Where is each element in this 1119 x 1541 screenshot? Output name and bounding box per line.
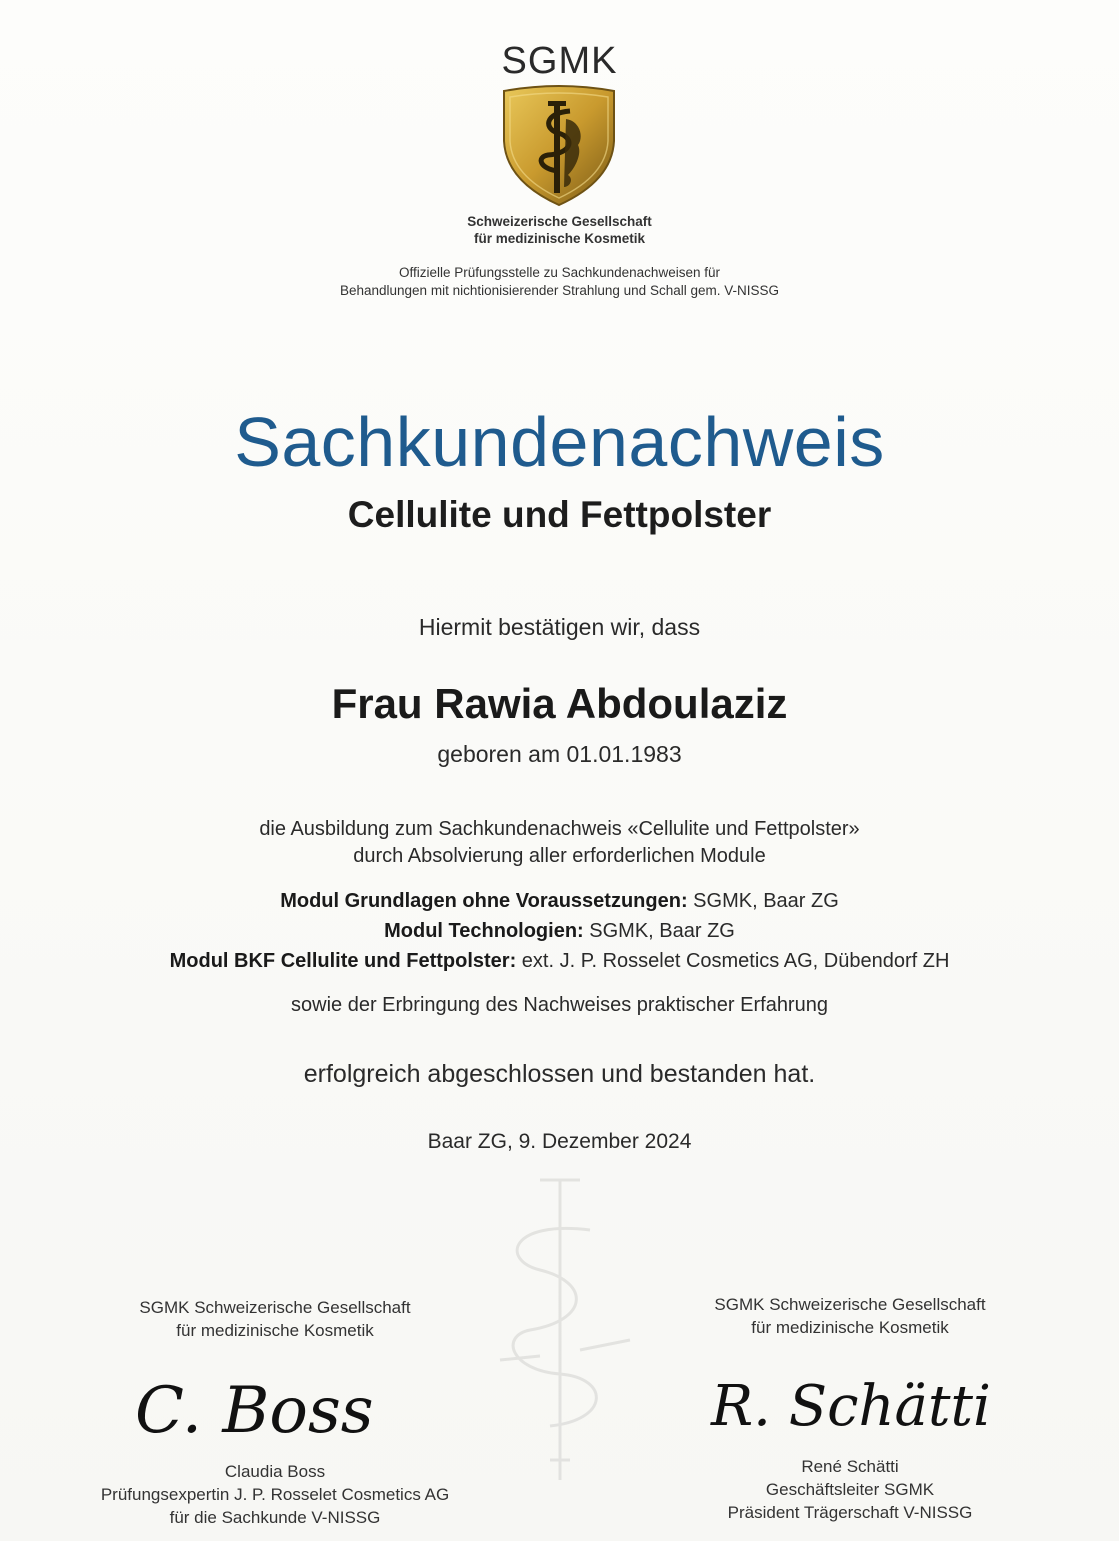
module-label: Modul Technologien: — [384, 920, 584, 942]
completion-text: erfolgreich abgeschlossen und bestanden hat. — [303, 1060, 816, 1088]
logo-wordmark: SGMK — [501, 40, 618, 82]
org-name-line1: Schweizerische Gesellschaft — [467, 214, 652, 229]
birth-date: geboren am 01.01.1983 — [437, 741, 682, 767]
right-org-line2: für medizinische Kosmetik — [751, 1318, 949, 1337]
right-signer-role1: Geschäftsleiter SGMK — [765, 1480, 935, 1499]
exam-office-line1: Offizielle Prüfungsstelle zu Sachkundenachweisen für — [399, 265, 720, 280]
body-line-1: die Ausbildung zum Sachkundenachweis «Cellulite und Fettpolster» — [259, 818, 860, 840]
module-value: SGMK, Baar ZG — [687, 890, 839, 912]
right-signer-info — [640, 1455, 1060, 1524]
left-signature: C. Boss — [135, 1374, 374, 1448]
module-line-2 — [0, 920, 1119, 943]
module-value: SGMK, Baar ZG — [583, 920, 735, 942]
intro-text: Hiermit bestätigen wir, dass — [418, 614, 701, 640]
exam-office-line2: Behandlungen mit nichtionisierender Strahlung und Schall gem. V-NISSG — [339, 283, 779, 298]
left-org-line1: SGMK Schweizerische Gesellschaft — [139, 1298, 411, 1317]
left-signer-info — [60, 1460, 490, 1529]
place-date: Baar ZG, 9. Dezember 2024 — [427, 1130, 692, 1153]
module-label: Modul Grundlagen ohne Voraussetzungen: — [280, 890, 688, 912]
left-signer-name: Claudia Boss — [224, 1462, 326, 1481]
org-name-line2: für medizinische Kosmetik — [473, 231, 646, 246]
module-line-3 — [0, 950, 1119, 973]
right-signature-drawing — [705, 1345, 991, 1455]
shield-logo-icon — [496, 83, 622, 208]
right-org-line1: SGMK Schweizerische Gesellschaft — [714, 1295, 986, 1314]
module-value: ext. J. P. Rosselet Cosmetics AG, Dübendorf ZH — [516, 950, 950, 972]
certificate-subtitle: Cellulite und Fettpolster — [347, 494, 772, 535]
right-signature-block — [640, 1293, 1060, 1339]
module-line-1 — [0, 890, 1119, 913]
left-org-line2: für medizinische Kosmetik — [176, 1321, 374, 1340]
body-line-2: durch Absolvierung aller erforderlichen Module — [353, 845, 766, 867]
left-signature-drawing — [135, 1370, 405, 1450]
aesculapian-watermark-icon — [480, 1170, 640, 1490]
right-signer-role2: Präsident Trägerschaft V-NISSG — [727, 1503, 973, 1522]
module-label: Modul BKF Cellulite und Fettpolster: — [169, 950, 517, 972]
left-signer-role1: Prüfungsexpertin J. P. Rosselet Cosmetics AG — [100, 1485, 450, 1504]
practice-text: sowie der Erbringung des Nachweises praktischer Erfahrung — [291, 994, 828, 1016]
left-signature-block — [60, 1296, 490, 1342]
right-signer-name: René Schätti — [801, 1457, 899, 1476]
left-signer-role2: für die Sachkunde V-NISSG — [169, 1508, 381, 1527]
recipient-name: Frau Rawia Abdoulaziz — [331, 680, 788, 727]
certificate-title: Sachkundenachweis — [234, 403, 885, 481]
right-signature: R. Schätti — [711, 1374, 991, 1439]
